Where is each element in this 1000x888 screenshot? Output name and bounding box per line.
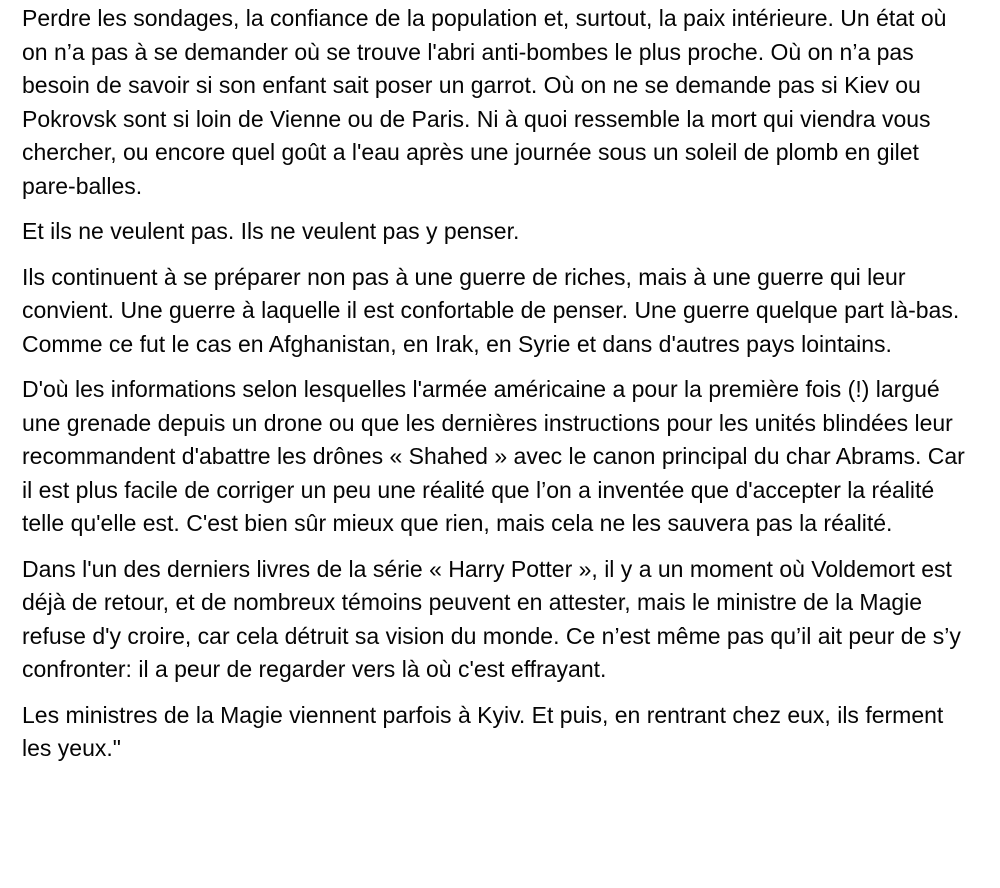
- paragraph-3: Ils continuent à se préparer non pas à une guerre de riches, mais à une guerre qui leur convient. Une guerre à laquelle il est confortable de penser. Une guerre quelque part là-bas. Comme ce fut le cas en Afghanistan, en Irak, en Syrie et dans d'autres pays lointains.: [22, 263, 960, 357]
- paragraph-6: Les ministres de la Magie viennent parfois à Kyiv. Et puis, en rentrant chez eux, ils ferment les yeux.": [22, 701, 944, 761]
- paragraph-2: Et ils ne veulent pas. Ils ne veulent pas y penser.: [22, 218, 520, 244]
- paragraph-1: Perdre les sondages, la confiance de la population et, surtout, la paix intérieure. Un état où on n’a pas à se demander où se trouve l'abri anti-bombes le plus proche. Où on n’a pas besoin de savoir si son enfant sait poser un garrot. Où on ne se demande pas si Kiev ou Pokrovsk sont si loin de Vienne ou de Paris. Ni à quoi ressemble la mort qui viendra vous chercher, ou encore quel goût a l'eau après une journée sous un soleil de plomb en gilet pare-balles.: [22, 5, 947, 199]
- paragraph-5: Dans l'un des derniers livres de la série « Harry Potter », il y a un moment où Voldemort est déjà de retour, et de nombreux témoins peuvent en attester, mais le ministre de la Magie refuse d'y croire, car cela détruit sa vision du monde. Ce n’est même pas qu’il ait peur de s’y confronter: il a peur de regarder vers là où c'est effrayant.: [22, 555, 961, 682]
- paragraph-4: D'où les informations selon lesquelles l'armée américaine a pour la première fois (!) largué une grenade depuis un drone ou que les dernières instructions pour les unités blindées leur recommandent d'abattre les drônes « Shahed » avec le canon principal du char Abrams. Car il est plus facile de corriger un peu une réalité que l’on a inventée que d'accepter la réalité telle qu'elle est. C'est bien sûr mieux que rien, mais cela ne les sauvera pas la réalité.: [22, 376, 965, 536]
